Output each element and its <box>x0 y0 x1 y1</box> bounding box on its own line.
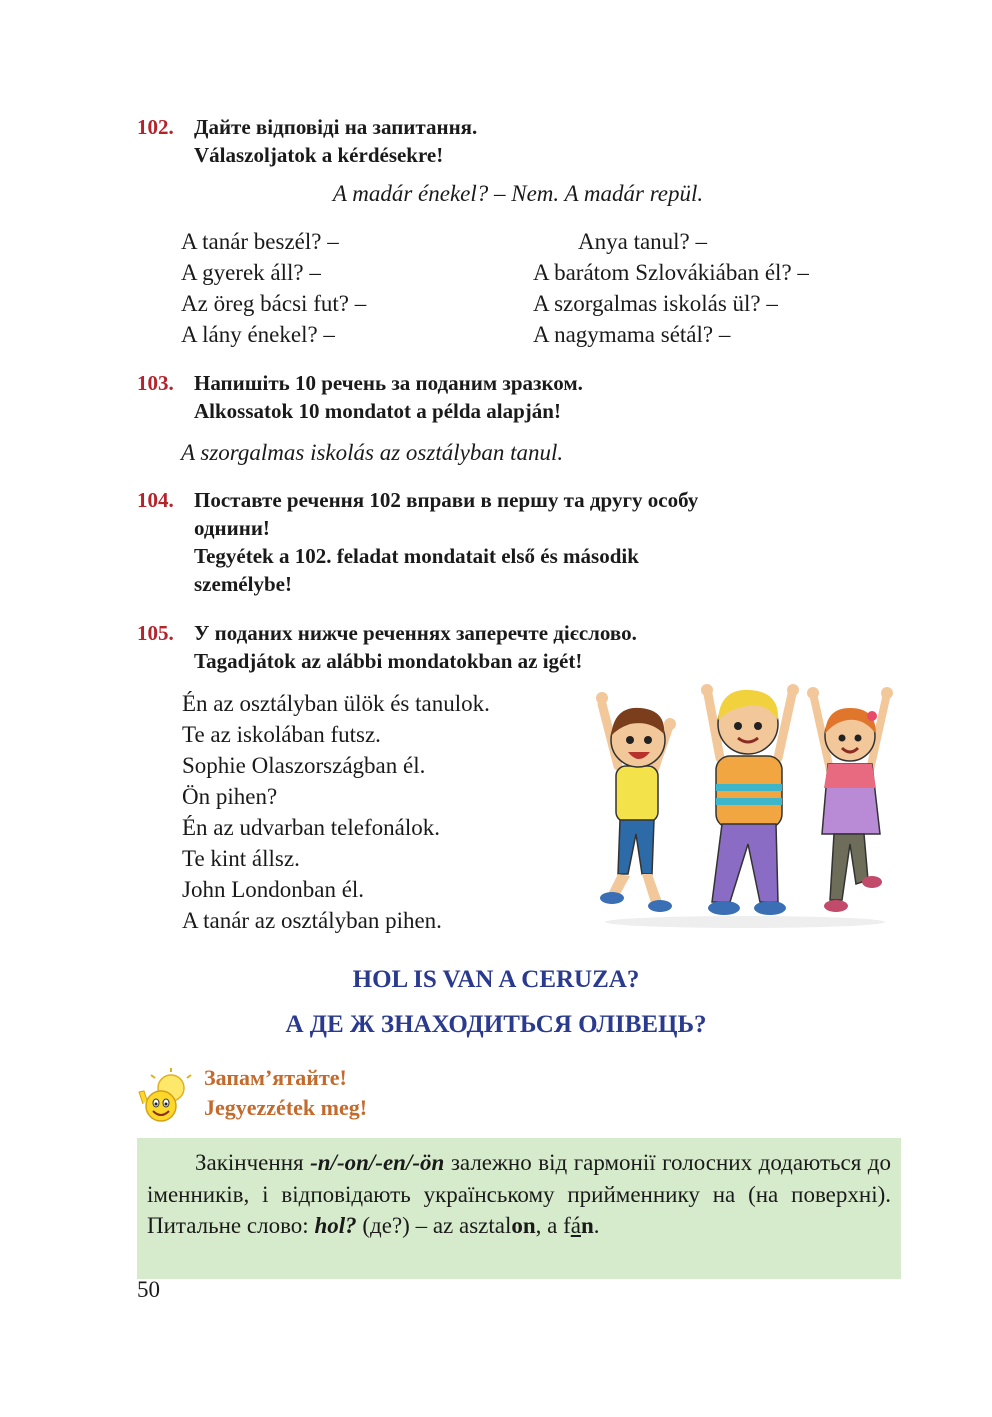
instruction-hungarian: Válaszoljatok a kérdésekre! <box>194 143 444 167</box>
section-heading-hungarian: HOL IS VAN A CERUZA? <box>352 966 640 993</box>
remember-ukrainian: Запам’ятайте! <box>204 1065 347 1090</box>
smiley-lightbulb-icon <box>135 1064 197 1124</box>
question: A szorgalmas iskolás ül? – <box>533 291 778 316</box>
rule-text-part: Закінчення <box>195 1150 311 1175</box>
question: A barátom Szlovákiában él? – <box>533 260 809 285</box>
question: Anya tanul? – <box>578 229 708 254</box>
example-102: A madár énekel? – Nem. A madár repül. <box>332 181 704 206</box>
rule-text-part: залежно від гармонії голосних додаються до іменників, і відповідають українському прийменнику на (на поверхні). Питальне слово: <box>147 1150 891 1238</box>
question: Az öreg bácsi fut? – <box>181 291 367 316</box>
rule-text-part: (де?) – az asztal <box>356 1213 512 1238</box>
task-instructions <box>194 113 914 169</box>
question: A nagymama sétál? – <box>533 322 731 347</box>
instruction-hungarian: Alkossatok 10 mondatot a példa alapján! <box>194 399 561 423</box>
instruction-ukrainian: Напишіть 10 речень за поданим зразком. <box>194 371 583 395</box>
rule-question-word: hol? <box>314 1213 357 1238</box>
remember-hungarian: Jegyezzétek meg! <box>204 1095 368 1120</box>
task-number: 104. <box>137 488 174 512</box>
task-number: 105. <box>137 621 174 645</box>
sentence: Te kint állsz. <box>182 846 300 871</box>
task-instructions <box>194 369 914 425</box>
instruction-ukrainian: Поставте речення 102 вправи в першу та другу особу <box>194 488 699 512</box>
instruction-ukrainian: У поданих нижче реченнях заперечте дієслово. <box>194 621 637 645</box>
girl-right-figure <box>807 687 893 912</box>
grammar-rule-text <box>147 1147 891 1242</box>
task-number: 102. <box>137 115 174 139</box>
rule-suffix: on <box>511 1213 536 1238</box>
example-103: A szorgalmas iskolás az osztályban tanul. <box>181 440 564 465</box>
instruction-ukrainian: однини! <box>194 516 270 540</box>
task-instructions <box>194 486 914 598</box>
sentence: Ön pihen? <box>182 784 278 809</box>
instruction-hungarian: Tegyétek a 102. feladat mondatait első és második <box>194 544 639 568</box>
instruction-ukrainian: Дайте відповіді на запитання. <box>194 115 478 139</box>
rule-text-part: . <box>593 1213 600 1238</box>
sentence: John Londonban él. <box>182 877 365 902</box>
section-heading-ukrainian: А ДЕ Ж ЗНАХОДИТЬСЯ ОЛІВЕЦЬ? <box>285 1011 707 1038</box>
rule-text-part: , a f <box>535 1213 571 1238</box>
task-instructions <box>194 619 914 675</box>
page-number: 50 <box>137 1277 160 1302</box>
boy-left-figure <box>596 692 676 912</box>
questions-right-column <box>533 226 809 350</box>
sentence: Én az udvarban telefonálok. <box>182 815 440 840</box>
sentence: Én az osztályban ülök és tanulok. <box>182 691 490 716</box>
rule-stem-vowel: á <box>570 1213 581 1238</box>
sentences-105 <box>182 688 490 936</box>
instruction-hungarian: személybe! <box>194 572 292 596</box>
rule-suffix: n <box>580 1213 594 1238</box>
question: A lány énekel? – <box>181 322 335 347</box>
sentence: Sophie Olaszországban él. <box>182 753 426 778</box>
questions-left-column <box>181 226 366 350</box>
three-cheering-children-illustration <box>590 684 900 929</box>
instruction-hungarian: Tagadjátok az alábbi mondatokban az igét! <box>194 649 583 673</box>
task-number: 103. <box>137 371 174 395</box>
sentence: A tanár az osztályban pihen. <box>182 908 442 933</box>
grammar-rule-box <box>137 1138 901 1279</box>
question: A tanár beszél? – <box>181 229 339 254</box>
boy-middle-figure <box>701 684 799 915</box>
question: A gyerek áll? – <box>181 260 321 285</box>
sentence: Te az iskolában futsz. <box>182 722 381 747</box>
rule-endings: -n/-on/-en/-ön <box>310 1150 445 1175</box>
